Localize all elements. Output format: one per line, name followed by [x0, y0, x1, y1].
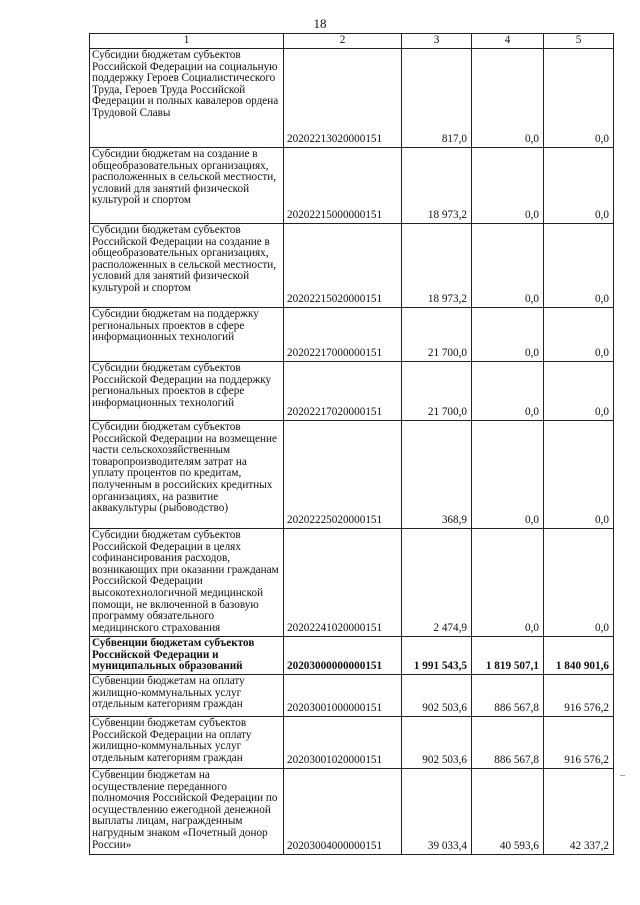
- row-value-3: 39 033,4: [402, 769, 472, 855]
- row-name: Субвенции бюджетам на оплату жилищно-коммунальных услуг отдельным категориям граждан: [90, 675, 284, 717]
- row-value-3: 18 973,2: [402, 224, 472, 308]
- row-code: 20203001000000151: [284, 675, 402, 717]
- page-number: 18: [313, 16, 327, 31]
- column-header-2: 2: [284, 34, 402, 49]
- row-value-3: 2 474,9: [402, 529, 472, 637]
- row-code: 20203004000000151: [284, 769, 402, 855]
- row-code: 20202217000000151: [284, 308, 402, 362]
- row-name: Субсидии бюджетам субъектов Российской Федерации на социальную поддержку Героев Социалистического Труда, Героев Труда Российской Федерации и полных кавалеров ордена Трудовой Славы: [90, 49, 284, 148]
- column-header-1: 1: [90, 34, 284, 49]
- row-name: Субсидии бюджетам субъектов Российской Федерации в целях софинансирования расходов, возникающих при оказании гражданам Российской Федерации высокотехнологичной медицинской помощи, не включенной в базовую программу обязательного медицинского страхования: [90, 529, 284, 637]
- column-header-5: 5: [544, 34, 614, 49]
- column-header-3: 3: [402, 34, 472, 49]
- row-value-3: 21 700,0: [402, 308, 472, 362]
- row-value-5: 1 840 901,6: [544, 637, 614, 675]
- table-row: [90, 717, 614, 769]
- row-name: Субсидии бюджетам на создание в общеобразовательных организациях, расположенных в сельской местности, условий для занятий физической культурой и спортом: [90, 148, 284, 224]
- row-value-4: 0,0: [472, 529, 544, 637]
- column-header-4: 4: [472, 34, 544, 49]
- row-name: Субсидии бюджетам субъектов Российской Федерации на поддержку региональных проектов в сфере информационных технологий: [90, 362, 284, 421]
- table-row: [90, 637, 614, 675]
- row-value-3: 18 973,2: [402, 148, 472, 224]
- row-code: 20203001020000151: [284, 717, 402, 769]
- row-name: Субсидии бюджетам субъектов Российской Федерации на создание в общеобразовательных организациях, расположенных в сельской местности, условий для занятий физической культурой и спортом: [90, 224, 284, 308]
- row-code: 20202225020000151: [284, 421, 402, 529]
- table-row: [90, 529, 614, 637]
- row-value-5: 42 337,2: [544, 769, 614, 855]
- row-value-4: 1 819 507,1: [472, 637, 544, 675]
- row-value-4: 0,0: [472, 362, 544, 421]
- row-value-4: 0,0: [472, 421, 544, 529]
- table-row: [90, 769, 614, 855]
- row-value-3: 21 700,0: [402, 362, 472, 421]
- row-code: 20202217020000151: [284, 362, 402, 421]
- row-code: 20202213020000151: [284, 49, 402, 148]
- row-value-4: 886 567,8: [472, 717, 544, 769]
- row-value-3: 817,0: [402, 49, 472, 148]
- row-value-5: 0,0: [544, 49, 614, 148]
- row-value-4: 886 567,8: [472, 675, 544, 717]
- row-code: 20202215000000151: [284, 148, 402, 224]
- table-row: [90, 421, 614, 529]
- budget-table: [89, 33, 614, 855]
- row-value-5: 916 576,2: [544, 717, 614, 769]
- row-name: Субвенции бюджетам на осуществление переданного полномочия Российской Федерации по осуществлению ежегодной денежной выплаты лицам, награжденным нагрудным знаком «Почетный донор России»: [90, 769, 284, 855]
- scan-mark: –: [620, 770, 625, 781]
- row-value-5: 0,0: [544, 421, 614, 529]
- row-code: 20203000000000151: [284, 637, 402, 675]
- row-value-5: 0,0: [544, 529, 614, 637]
- row-name: Субвенции бюджетам субъектов Российской Федерации и муниципальных образований: [90, 637, 284, 675]
- row-value-5: 916 576,2: [544, 675, 614, 717]
- row-value-5: 0,0: [544, 224, 614, 308]
- row-value-4: 0,0: [472, 308, 544, 362]
- row-value-3: 1 991 543,5: [402, 637, 472, 675]
- row-value-3: 368,9: [402, 421, 472, 529]
- row-name: Субсидии бюджетам субъектов Российской Федерации на возмещение части сельскохозяйственным товаропроизводителям затрат на уплату процентов по кредитам, полученным в российских кредитных организациях, на развитие аквакультуры (рыбоводство): [90, 421, 284, 529]
- row-value-4: 0,0: [472, 224, 544, 308]
- row-code: 20202241020000151: [284, 529, 402, 637]
- table-row: [90, 148, 614, 224]
- table-row: [90, 675, 614, 717]
- table-header-row: [90, 34, 614, 49]
- row-name: Субсидии бюджетам на поддержку региональных проектов в сфере информационных технологий: [90, 308, 284, 362]
- row-name: Субвенции бюджетам субъектов Российской Федерации на оплату жилищно-коммунальных услуг отдельным категориям граждан: [90, 717, 284, 769]
- row-value-3: 902 503,6: [402, 717, 472, 769]
- row-value-5: 0,0: [544, 148, 614, 224]
- row-value-3: 902 503,6: [402, 675, 472, 717]
- row-code: 20202215020000151: [284, 224, 402, 308]
- row-value-4: 0,0: [472, 148, 544, 224]
- table-row: [90, 224, 614, 308]
- row-value-5: 0,0: [544, 362, 614, 421]
- row-value-4: 40 593,6: [472, 769, 544, 855]
- table-row: [90, 49, 614, 148]
- row-value-5: 0,0: [544, 308, 614, 362]
- table-row: [90, 308, 614, 362]
- table-row: [90, 362, 614, 421]
- row-value-4: 0,0: [472, 49, 544, 148]
